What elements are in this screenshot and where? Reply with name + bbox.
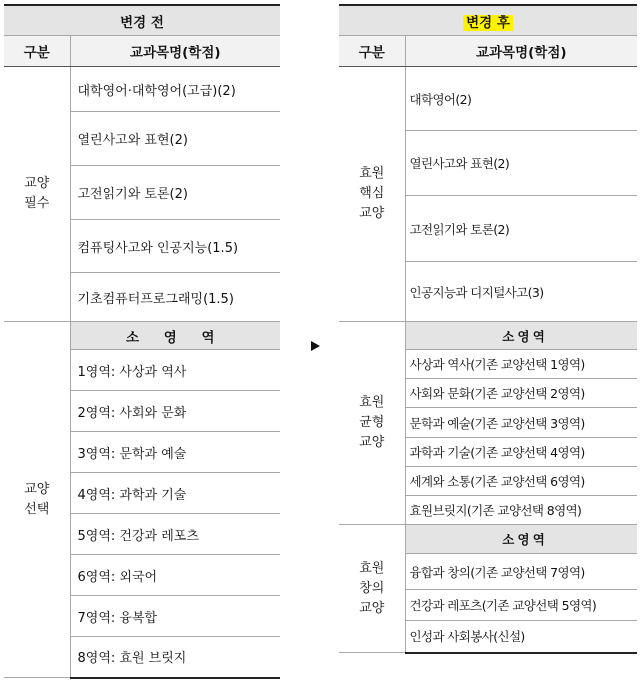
category-line: 균형 xyxy=(359,415,385,430)
before-table xyxy=(4,4,280,679)
course-cell: 2영역: 사회와 문화 xyxy=(70,391,280,432)
after-table xyxy=(339,4,637,654)
after-header-row xyxy=(339,36,637,67)
course-cell: 세계와 소통(기존 교양선택 6영역) xyxy=(405,467,637,496)
table-row xyxy=(4,322,280,350)
course-cell: 융합과 창의(기존 교양선택 7영역) xyxy=(405,554,637,590)
course-cell: 대학영어·대학영어(고급)(2) xyxy=(70,67,280,112)
subheader-cell: 소 영 역 xyxy=(405,322,637,350)
subheader-cell: 소 영 역 xyxy=(405,525,637,554)
course-cell: 건강과 레포츠(기존 교양선택 5영역) xyxy=(405,590,637,621)
course-cell: 7영역: 융복합 xyxy=(70,596,280,637)
after-title-row xyxy=(339,5,637,36)
course-cell: 컴퓨팅사고와 인공지능(1.5) xyxy=(70,220,280,273)
category-line: 교양 xyxy=(359,600,385,616)
after-col-category: 구분 xyxy=(339,36,405,67)
course-cell: 5영역: 건강과 레포츠 xyxy=(70,514,280,555)
course-cell: 기초컴퓨터프로그래밍(1.5) xyxy=(70,273,280,322)
category-line: 효원 xyxy=(359,166,385,181)
course-cell: 고전읽기와 토론(2) xyxy=(405,196,637,262)
category-line: 효원 xyxy=(359,395,385,410)
category-line: 창의 xyxy=(359,580,385,596)
course-cell: 인성과 사회봉사(신설) xyxy=(405,621,637,653)
course-cell: 고전읽기와 토론(2) xyxy=(70,166,280,220)
after-title: 변경 후 xyxy=(463,15,513,31)
before-title-row xyxy=(4,5,280,36)
course-cell: 6영역: 외국어 xyxy=(70,555,280,596)
table-row xyxy=(339,525,637,554)
category-line: 교양 xyxy=(359,435,385,450)
course-cell: 사회와 문화(기존 교양선택 2영역) xyxy=(405,379,637,408)
before-col-category: 구분 xyxy=(4,36,70,67)
category-cell-required xyxy=(4,67,70,322)
course-cell: 8영역: 효원 브릿지 xyxy=(70,637,280,678)
table-row xyxy=(4,67,280,112)
course-cell: 4영역: 과학과 기술 xyxy=(70,473,280,514)
category-line: 핵심 xyxy=(359,186,385,201)
table-row xyxy=(339,67,637,131)
category-cell-elective xyxy=(4,322,70,678)
course-cell: 문학과 예술(기존 교양선택 3영역) xyxy=(405,408,637,438)
course-cell: 3영역: 문학과 예술 xyxy=(70,432,280,473)
category-cell-balanced xyxy=(339,322,405,525)
category-line: 필수 xyxy=(24,196,50,211)
course-cell: 1영역: 사상과 역사 xyxy=(70,350,280,391)
arrow-right-icon xyxy=(311,341,320,351)
category-line: 교양 xyxy=(24,176,50,191)
subheader-cell: 소 영 역 xyxy=(70,322,280,350)
category-cell-core xyxy=(339,67,405,322)
course-cell: 인공지능과 디지털사고(3) xyxy=(405,262,637,322)
category-line: 교양 xyxy=(24,481,50,497)
course-cell: 대학영어(2) xyxy=(405,67,637,131)
course-cell: 열린사고와 표현(2) xyxy=(70,112,280,166)
table-row xyxy=(339,322,637,350)
course-cell: 열린사고와 표현(2) xyxy=(405,131,637,196)
category-line: 선택 xyxy=(24,501,50,517)
after-col-course: 교과목명(학점) xyxy=(405,36,637,67)
course-cell: 사상과 역사(기존 교양선택 1영역) xyxy=(405,350,637,379)
category-line: 효원 xyxy=(359,560,385,576)
before-header-row xyxy=(4,36,280,67)
after-title-cell xyxy=(339,5,637,36)
category-cell-creative xyxy=(339,525,405,653)
category-line: 교양 xyxy=(359,206,385,221)
course-cell: 효원브릿지(기존 교양선택 8영역) xyxy=(405,496,637,525)
course-cell: 과학과 기술(기존 교양선택 4영역) xyxy=(405,438,637,467)
before-title: 변경 전 xyxy=(4,5,280,36)
before-col-course: 교과목명(학점) xyxy=(70,36,280,67)
